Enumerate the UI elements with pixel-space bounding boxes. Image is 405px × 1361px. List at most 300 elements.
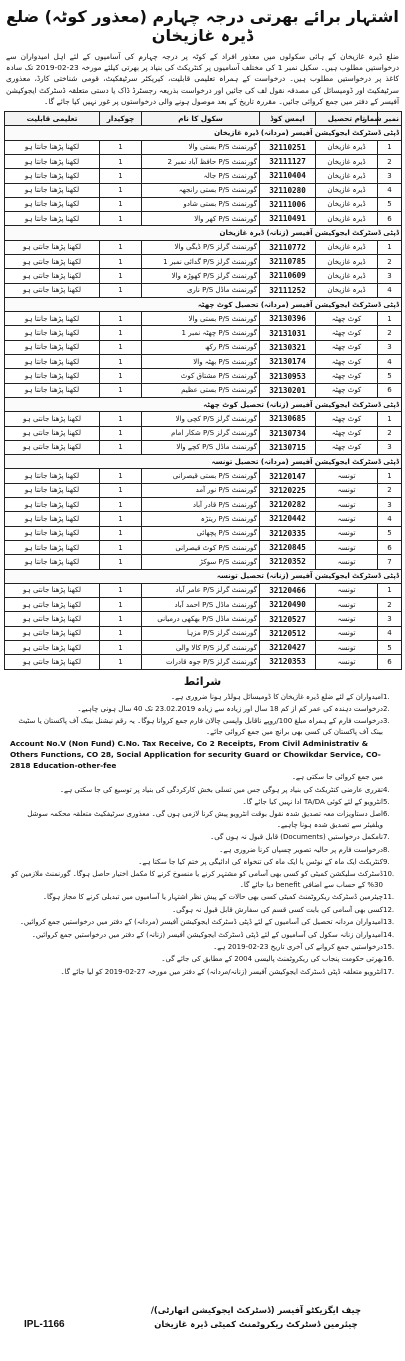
condition-number: 12.	[383, 905, 395, 914]
table-row	[5, 426, 402, 440]
table-row	[5, 326, 402, 340]
cell-school: گورنمنٹ P/S بھٹہ والا	[142, 355, 260, 369]
cell-emis-code: 32130715	[260, 440, 316, 454]
section-row	[5, 569, 402, 583]
cell-serial: 6	[378, 655, 402, 669]
cell-tehsil: کوٹ چھٹہ	[316, 369, 378, 383]
cell-tehsil: ڈیرہ غازیخان	[316, 283, 378, 297]
cell-serial: 2	[378, 326, 402, 340]
cell-qualification: لکھنا پڑھنا جانتی ہو	[5, 641, 100, 655]
cell-school: گورنمنٹ P/S حافظ آباد نمبر 2	[142, 154, 260, 168]
cell-serial: 3	[378, 340, 402, 354]
cell-tehsil: تونسہ	[316, 526, 378, 540]
cell-emis-code: 32120527	[260, 612, 316, 626]
cell-post: 1	[100, 312, 142, 326]
table-row	[5, 254, 402, 268]
cell-serial: 4	[378, 283, 402, 297]
condition-number: 15.	[383, 942, 395, 951]
table-row	[5, 269, 402, 283]
cell-school: گورنمنٹ P/S بستی عظیم	[142, 383, 260, 397]
header-post: چوکیدار	[100, 112, 142, 126]
cell-tehsil: کوٹ چھٹہ	[316, 426, 378, 440]
section-title: ڈپٹی ڈسٹرکٹ ایجوکیشن آفیسر (مردانہ) تحصیل کوٹ چھٹہ	[5, 297, 402, 311]
footer	[4, 1301, 401, 1357]
cell-emis-code: 32130685	[260, 412, 316, 426]
cell-serial: 5	[378, 197, 402, 211]
cell-qualification: لکھنا پڑھنا جانتی ہو	[5, 426, 100, 440]
table-row	[5, 498, 402, 512]
cell-qualification: لکھنا پڑھنا جانتی ہو	[5, 283, 100, 297]
table-row	[5, 641, 402, 655]
condition-item	[4, 868, 401, 891]
table-row	[5, 169, 402, 183]
table-row	[5, 240, 402, 254]
cell-post: 1	[100, 369, 142, 383]
cell-school: گورنمنٹ P/S نور آمد	[142, 483, 260, 497]
table-row	[5, 355, 402, 369]
condition-item	[4, 844, 401, 856]
cell-school: گورنمنٹ گرلز P/S ڈیگی والا	[142, 240, 260, 254]
cell-post: 1	[100, 440, 142, 454]
cell-qualification: لکھنا پڑھنا جانتا ہو	[5, 369, 100, 383]
section-title: ڈپٹی ڈسٹرکٹ ایجوکیشن آفیسر (زنانہ) تحصیل کوٹ چھٹہ	[5, 397, 402, 411]
cell-post: 1	[100, 183, 142, 197]
cell-school: گورنمنٹ گرلز P/S شکار امام	[142, 426, 260, 440]
cell-serial: 3	[378, 612, 402, 626]
condition-item	[4, 916, 401, 928]
cell-qualification: لکھنا پڑھنا جانتی ہو	[5, 254, 100, 268]
cell-serial: 1	[378, 240, 402, 254]
cell-school: گورنمنٹ گرلز P/S کالا والی	[142, 641, 260, 655]
cell-emis-code: 32120335	[260, 526, 316, 540]
cell-emis-code: 32130201	[260, 383, 316, 397]
cell-serial: 2	[378, 426, 402, 440]
cell-emis-code: 32120427	[260, 641, 316, 655]
cell-tehsil: ڈیرہ غازیخان	[316, 169, 378, 183]
cell-qualification: لکھنا پڑھنا جانتا ہو	[5, 183, 100, 197]
cell-tehsil: تونسہ	[316, 626, 378, 640]
cell-school: گورنمنٹ P/S بستی والا	[142, 312, 260, 326]
cell-post: 1	[100, 598, 142, 612]
cell-school: گورنمنٹ P/S کوٹ قیصرانی	[142, 540, 260, 554]
section-title: ڈپٹی ڈسٹرکٹ ایجوکیشن آفیسر (مردانہ) ڈیرہ غازیخان	[5, 126, 402, 140]
table-row	[5, 512, 402, 526]
cell-serial: 5	[378, 641, 402, 655]
section-row	[5, 226, 402, 240]
cell-emis-code: 32130321	[260, 340, 316, 354]
cell-school: گورنمنٹ گرلز P/S جوہ قادرات	[142, 655, 260, 669]
table-row	[5, 526, 402, 540]
condition-continuation	[4, 771, 401, 783]
table-row	[5, 154, 402, 168]
cell-emis-code: 32110280	[260, 183, 316, 197]
cell-serial: 1	[378, 583, 402, 597]
section-row	[5, 297, 402, 311]
cell-qualification: لکھنا پڑھنا جانتا ہو	[5, 526, 100, 540]
cell-serial: 2	[378, 154, 402, 168]
table-body	[5, 126, 402, 669]
signature-line-1: چیف ایگزیکٹو آفیسر (ڈسٹرکٹ ایجوکیشن اتھارٹی)/	[150, 1305, 361, 1315]
condition-text: ڈسٹرکٹ سلیکشن کمیٹی کو کسی بھی آسامی کو مشتہر کرنے یا منسوخ کرنے کا مکمل اختیار حاصل ہوگا۔ گورنمنٹ ملازمین کو 30% کے حساب سے اضافی benefit دیا جائے گا۔	[11, 870, 383, 889]
header-emis-code: ایمس کوڈ	[260, 112, 316, 126]
cell-serial: 5	[378, 526, 402, 540]
cell-post: 1	[100, 197, 142, 211]
cell-qualification: لکھنا پڑھنا جانتا ہو	[5, 498, 100, 512]
condition-text: امیدواران مردانہ تحصیل کی آسامیوں کے لئے ڈپٹی ڈسٹرکٹ ایجوکیشن آفیسر (مردانہ) کے دفتر میں درخواستیں جمع کروائیں۔	[19, 918, 383, 927]
cell-school: گورنمنٹ P/S کھر والا	[142, 212, 260, 226]
condition-item	[4, 904, 401, 916]
section-row	[5, 397, 402, 411]
section-row	[5, 126, 402, 140]
cell-serial: 3	[378, 169, 402, 183]
condition-text: انٹرویو کے لئے کوئی TA/DA ادا نہیں کیا جائے گا۔	[242, 798, 383, 807]
cell-serial: 4	[378, 355, 402, 369]
cell-tehsil: ڈیرہ غازیخان	[316, 183, 378, 197]
condition-number: 9.	[383, 858, 390, 867]
table-row	[5, 555, 402, 569]
table-row	[5, 655, 402, 669]
intro-paragraph: ضلع ڈیرہ غازیخان کے ہائی سکولوں میں معذور افراد کے کوٹہ پر درجہ چہارم کی آسامیوں کے لئے اہل امیدواران سے درخواستیں مطلوب ہیں۔ سکیل نمبر 1 کی مختلف آسامیوں پر کنٹریکٹ کی بنیاد پر بھرتی کیلئے مورخہ 23-02-2019 تک سادہ کاغذ پر درخواستیں مطلوب ہیں۔ درخواست کے ہمراہ تعلیمی قابلیت، کیریکٹر سرٹیفکیٹ، قومی شناختی کارڈ، معذوری سرٹیفکیٹ اور ڈومیسائل کی مصدقہ نقول لف کی جائیں اور درخواست بذریعہ رجسٹرڈ ڈاک یا دستی متعلقہ ڈسٹرکٹ ایجوکیشن آفیسر کے دفتر میں جمع کروائی جائیں۔ مقررہ تاریخ کے بعد موصول ہونے والی درخواستوں پر غور نہیں کیا جائے گا۔	[6, 52, 399, 106]
cell-emis-code: 32110609	[260, 269, 316, 283]
cell-school: گورنمنٹ ماڈل P/S احمد آباد	[142, 598, 260, 612]
cell-emis-code: 32120466	[260, 583, 316, 597]
cell-tehsil: تونسہ	[316, 483, 378, 497]
cell-serial: 4	[378, 626, 402, 640]
cell-emis-code: 32110772	[260, 240, 316, 254]
condition-number: 1.	[383, 692, 390, 701]
condition-text: بھرتی حکومت پنجاب کی ریکروٹمنٹ پالیسی 2004 کے مطابق کی جائے گی۔	[161, 955, 383, 964]
table-row	[5, 469, 402, 483]
section-row	[5, 455, 402, 469]
condition-item	[4, 703, 401, 715]
cell-tehsil: کوٹ چھٹہ	[316, 312, 378, 326]
cell-serial: 2	[378, 254, 402, 268]
cell-qualification: لکھنا پڑھنا جانتا ہو	[5, 197, 100, 211]
cell-qualification: لکھنا پڑھنا جانتا ہو	[5, 340, 100, 354]
cell-tehsil: تونسہ	[316, 598, 378, 612]
cell-qualification: لکھنا پڑھنا جانتا ہو	[5, 140, 100, 154]
condition-text: درخواست دہندہ کی عمر کم از کم 18 سال اور زیادہ سے زیادہ 23.02.2019 تک 40 سال ہونی چاہیے۔	[77, 705, 383, 713]
vacancy-table	[4, 111, 402, 670]
cell-qualification: لکھنا پڑھنا جانتا ہو	[5, 326, 100, 340]
table-header-row	[5, 112, 402, 126]
cell-school: گورنمنٹ P/S بستی شادو	[142, 197, 260, 211]
cell-post: 1	[100, 269, 142, 283]
condition-number: 14.	[383, 930, 395, 939]
cell-post: 1	[100, 612, 142, 626]
cell-serial: 2	[378, 483, 402, 497]
condition-item	[4, 929, 401, 941]
table-row	[5, 197, 402, 211]
conditions-list	[4, 691, 401, 979]
page-title: اشتہار برائے بھرتی درجہ چہارم (معذور کوٹہ) ضلع ڈیرہ غازیخان	[6, 7, 399, 45]
condition-item	[4, 715, 401, 738]
cell-emis-code: 32120225	[260, 483, 316, 497]
cell-post: 1	[100, 212, 142, 226]
cell-post: 1	[100, 555, 142, 569]
cell-post: 1	[100, 583, 142, 597]
conditions-heading: شرائط	[183, 674, 222, 688]
condition-item	[4, 831, 401, 843]
cell-school: گورنمنٹ P/S جالہ	[142, 169, 260, 183]
cell-post: 1	[100, 355, 142, 369]
cell-post: 1	[100, 626, 142, 640]
cell-school: گورنمنٹ P/S بستی قیصرانی	[142, 469, 260, 483]
cell-emis-code: 32111006	[260, 197, 316, 211]
cell-emis-code: 32111127	[260, 154, 316, 168]
cell-tehsil: تونسہ	[316, 512, 378, 526]
cell-tehsil: تونسہ	[316, 540, 378, 554]
condition-text: کنٹریکٹ ایک ماہ کے نوٹس یا ایک ماہ کی تنخواہ کی ادائیگی پر ختم کیا جا سکتا ہے۔	[138, 858, 383, 867]
header-serial: نمبر شمار	[378, 112, 402, 126]
table-row	[5, 412, 402, 426]
ipl-number: IPL-1166	[24, 1319, 65, 1330]
cell-serial: 6	[378, 540, 402, 554]
cell-emis-code: 32130174	[260, 355, 316, 369]
cell-serial: 2	[378, 598, 402, 612]
cell-school: گورنمنٹ P/S رکھ	[142, 340, 260, 354]
cell-tehsil: ڈیرہ غازیخان	[316, 240, 378, 254]
cell-emis-code: 32120512	[260, 626, 316, 640]
condition-item	[4, 856, 401, 868]
cell-emis-code: 32110404	[260, 169, 316, 183]
cell-post: 1	[100, 526, 142, 540]
cell-qualification: لکھنا پڑھنا جانتا ہو	[5, 169, 100, 183]
cell-qualification: لکھنا پڑھنا جانتی ہو	[5, 269, 100, 283]
condition-item	[4, 784, 401, 796]
cell-tehsil: کوٹ چھٹہ	[316, 383, 378, 397]
table-row	[5, 612, 402, 626]
condition-item	[4, 953, 401, 965]
cell-serial: 1	[378, 312, 402, 326]
cell-school: گورنمنٹ P/S چھٹہ نمبر 1	[142, 326, 260, 340]
cell-serial: 5	[378, 369, 402, 383]
cell-post: 1	[100, 483, 142, 497]
cell-qualification: لکھنا پڑھنا جانتا ہو	[5, 540, 100, 554]
cell-tehsil: کوٹ چھٹہ	[316, 355, 378, 369]
signature-block	[151, 1303, 361, 1331]
cell-emis-code: 32110491	[260, 212, 316, 226]
cell-emis-code: 32120490	[260, 598, 316, 612]
cell-emis-code: 32120352	[260, 555, 316, 569]
cell-school: گورنمنٹ P/S قادر آباد	[142, 498, 260, 512]
cell-tehsil: کوٹ چھٹہ	[316, 412, 378, 426]
condition-number: 13.	[383, 918, 395, 927]
cell-post: 1	[100, 412, 142, 426]
cell-serial: 3	[378, 440, 402, 454]
cell-tehsil: تونسہ	[316, 469, 378, 483]
cell-post: 1	[100, 326, 142, 340]
cell-school: گورنمنٹ گرلز P/S گدائی نمبر 1	[142, 254, 260, 268]
condition-number: 2.	[383, 705, 390, 713]
cell-post: 1	[100, 240, 142, 254]
signature-line-2: چیئرمین ڈسٹرکٹ ریکروٹمنٹ کمیٹی ڈیرہ غازیخان	[154, 1319, 358, 1329]
condition-number: 16.	[383, 955, 395, 964]
cell-tehsil: ڈیرہ غازیخان	[316, 212, 378, 226]
cell-qualification: لکھنا پڑھنا جانتا ہو	[5, 355, 100, 369]
cell-tehsil: تونسہ	[316, 612, 378, 626]
cell-school: گورنمنٹ ماڈل P/S ناری	[142, 283, 260, 297]
condition-number: 17.	[383, 967, 395, 976]
cell-school: گورنمنٹ گرلز P/S عامر آباد	[142, 583, 260, 597]
cell-serial: 4	[378, 512, 402, 526]
cell-serial: 1	[378, 140, 402, 154]
cell-qualification: لکھنا پڑھنا جانتا ہو	[5, 469, 100, 483]
condition-text: نامکمل درخواستیں (Documents) قابل قبول نہ ہوں گی۔	[210, 833, 383, 842]
condition-number: 4.	[383, 785, 390, 794]
condition-number: 10.	[383, 870, 395, 879]
cell-post: 1	[100, 641, 142, 655]
cell-tehsil: تونسہ	[316, 583, 378, 597]
condition-spacer	[383, 772, 399, 782]
cell-tehsil: تونسہ	[316, 655, 378, 669]
cell-qualification: لکھنا پڑھنا جانتی ہو	[5, 583, 100, 597]
condition-text: درخواست فارم پر حالیہ تصویر چسپاں کرنا ضروری ہے۔	[219, 845, 383, 854]
table-row	[5, 369, 402, 383]
condition-number: 5.	[383, 798, 390, 807]
table-row	[5, 598, 402, 612]
cell-school: گورنمنٹ ماڈل P/S بھکھی درمیانی	[142, 612, 260, 626]
condition-text: کسی بھی آسامی کی بابت کسی قسم کی سفارش قابل قبول نہ ہوگی۔	[172, 905, 383, 914]
cell-emis-code: 32130396	[260, 312, 316, 326]
cell-serial: 6	[378, 383, 402, 397]
condition-continuation-text: میں جمع کروائی جا سکتی ہے۔	[291, 773, 383, 782]
cell-qualification: لکھنا پڑھنا جانتا ہو	[5, 212, 100, 226]
section-title: ڈپٹی ڈسٹرکٹ ایجوکیشن آفیسر (زنانہ) ڈیرہ غازیخان	[5, 226, 402, 240]
cell-tehsil: ڈیرہ غازیخان	[316, 254, 378, 268]
cell-tehsil: کوٹ چھٹہ	[316, 440, 378, 454]
cell-school: گورنمنٹ گرلز P/S کھوڑہ والا	[142, 269, 260, 283]
cell-post: 1	[100, 140, 142, 154]
cell-tehsil: ڈیرہ غازیخان	[316, 140, 378, 154]
cell-tehsil: ڈیرہ غازیخان	[316, 197, 378, 211]
cell-school: گورنمنٹ ماڈل P/S کچے والا	[142, 440, 260, 454]
condition-text: امیدواران زنانہ سکول کی آسامیوں کے لئے ڈپٹی ڈسٹرکٹ ایجوکیشن آفیسر (زنانہ) کے دفتر میں درخواستیں جمع کروائیں۔	[31, 930, 383, 939]
cell-qualification: لکھنا پڑھنا جانتی ہو	[5, 612, 100, 626]
cell-qualification: لکھنا پڑھنا جانتی ہو	[5, 655, 100, 669]
cell-post: 1	[100, 154, 142, 168]
cell-emis-code: 32120147	[260, 469, 316, 483]
condition-item	[4, 891, 401, 903]
cell-qualification: لکھنا پڑھنا جانتا ہو	[5, 512, 100, 526]
condition-text: تقرری عارضی کنٹریکٹ کی بنیاد پر ہوگی جس میں تسلی بخش کارکردگی کی بنیاد پر توسیع کی جا سکتی ہے۔	[59, 785, 383, 794]
table-row	[5, 583, 402, 597]
table-row	[5, 183, 402, 197]
cell-emis-code: 32111252	[260, 283, 316, 297]
table-row	[5, 212, 402, 226]
cell-qualification: لکھنا پڑھنا جانتا ہو	[5, 555, 100, 569]
cell-qualification: لکھنا پڑھنا جانتا ہو	[5, 154, 100, 168]
condition-item	[4, 966, 401, 978]
cell-serial: 6	[378, 212, 402, 226]
section-title: ڈپٹی ڈسٹرکٹ ایجوکیشن آفیسر (مردانہ) تحصیل تونسہ	[5, 455, 402, 469]
condition-number: 11.	[383, 893, 395, 902]
cell-serial: 7	[378, 555, 402, 569]
table-row	[5, 383, 402, 397]
cell-post: 1	[100, 283, 142, 297]
cell-post: 1	[100, 340, 142, 354]
condition-text: چیئرمین ڈسٹرکٹ ریکروٹمنٹ کمیٹی کسی بھی حالات کے پیش نظر اشتہار یا آسامیوں میں تبدیلی کرنے کا مجاز ہوگا۔	[42, 893, 383, 902]
cell-emis-code: 32110251	[260, 140, 316, 154]
cell-emis-code: 32120845	[260, 540, 316, 554]
header-tehsil: نام تحصیل	[316, 112, 378, 126]
cell-emis-code: 32110785	[260, 254, 316, 268]
condition-item	[4, 941, 401, 953]
condition-text: امیدواران کے لئے ضلع ڈیرہ غازیخان کا ڈومیسائل ہولڈر ہونا ضروری ہے۔	[171, 692, 383, 701]
cell-emis-code: 32130953	[260, 369, 316, 383]
cell-emis-code: 32131031	[260, 326, 316, 340]
condition-item	[4, 808, 401, 831]
cell-school: گورنمنٹ گرلز P/S کچی والا	[142, 412, 260, 426]
table-row	[5, 283, 402, 297]
cell-serial: 1	[378, 469, 402, 483]
cell-qualification: لکھنا پڑھنا جانتی ہو	[5, 240, 100, 254]
cell-qualification: لکھنا پڑھنا جانتی ہو	[5, 412, 100, 426]
table-row	[5, 483, 402, 497]
cell-tehsil: تونسہ	[316, 498, 378, 512]
condition-item	[4, 691, 401, 703]
cell-tehsil: ڈیرہ غازیخان	[316, 269, 378, 283]
table-row	[5, 440, 402, 454]
cell-emis-code: 32120442	[260, 512, 316, 526]
cell-post: 1	[100, 540, 142, 554]
condition-number: 7.	[383, 833, 390, 842]
cell-serial: 1	[378, 412, 402, 426]
cell-school: گورنمنٹ P/S ریتڑہ	[142, 512, 260, 526]
cell-tehsil: تونسہ	[316, 555, 378, 569]
cell-serial: 4	[378, 183, 402, 197]
condition-text: اصل دستاویزات معہ تصدیق شدہ نقول بوقت انٹرویو پیش کرنا لازمی ہوں گی۔ معذوری سرٹیفکیٹ متعلقہ محکمہ سوشل ویلفیئر سے تصدیق شدہ ہونا چاہیے۔	[27, 810, 383, 829]
table-row	[5, 340, 402, 354]
cell-post: 1	[100, 498, 142, 512]
cell-school: گورنمنٹ P/S پچھائی	[142, 526, 260, 540]
cell-post: 1	[100, 169, 142, 183]
cell-emis-code: 32130734	[260, 426, 316, 440]
cell-post: 1	[100, 512, 142, 526]
cell-school: گورنمنٹ P/S مشتاق کوٹ	[142, 369, 260, 383]
section-title: ڈپٹی ڈسٹرکٹ ایجوکیشن آفیسر (زنانہ) تحصیل تونسہ	[5, 569, 402, 583]
cell-qualification: لکھنا پڑھنا جانتا ہو	[5, 483, 100, 497]
cell-qualification: لکھنا پڑھنا جانتی ہو	[5, 626, 100, 640]
condition-number: 6.	[383, 810, 390, 819]
cell-serial: 3	[378, 498, 402, 512]
condition-number: 3.	[383, 717, 390, 726]
cell-post: 1	[100, 655, 142, 669]
cell-qualification: لکھنا پڑھنا جانتا ہو	[5, 383, 100, 397]
condition-number: 8.	[383, 845, 390, 854]
condition-text: درخواست فارم کے ہمراہ مبلغ 100/روپے ناقابل واپسی چالان فارم جمع کروانا ہوگا۔ یہ رقم نیشنل بینک آف پاکستان یا سٹیٹ بینک آف پاکستان کی کسی بھی برانچ میں جمع کروائی جائے۔	[18, 717, 383, 736]
cell-qualification: لکھنا پڑھنا جانتی ہو	[5, 440, 100, 454]
cell-qualification: لکھنا پڑھنا جانتی ہو	[5, 598, 100, 612]
table-row	[5, 140, 402, 154]
cell-school: گورنمنٹ P/S بستی والا	[142, 140, 260, 154]
cell-qualification: لکھنا پڑھنا جانتا ہو	[5, 312, 100, 326]
cell-tehsil: تونسہ	[316, 641, 378, 655]
cell-tehsil: ڈیرہ غازیخان	[316, 154, 378, 168]
cell-tehsil: کوٹ چھٹہ	[316, 326, 378, 340]
cell-tehsil: کوٹ چھٹہ	[316, 340, 378, 354]
condition-text: درخواستیں جمع کروانے کی آخری تاریخ 23-02-2019 ہے۔	[213, 942, 383, 951]
header-qualification: تعلیمی قابلیت	[5, 112, 100, 126]
condition-text: انٹرویو متعلقہ ڈپٹی ڈسٹرکٹ ایجوکیشن آفیسر (زنانہ/مردانہ) کے دفتر میں مورخہ 27-02-2019 کو لیا جائے گا۔	[60, 967, 383, 976]
condition-item	[4, 796, 401, 808]
cell-post: 1	[100, 254, 142, 268]
cell-school: گورنمنٹ گرلز P/S مزہا	[142, 626, 260, 640]
cell-serial: 3	[378, 269, 402, 283]
cell-post: 1	[100, 383, 142, 397]
cell-school: گورنمنٹ P/S سوکڑ	[142, 555, 260, 569]
header-school: سکول کا نام	[142, 112, 260, 126]
